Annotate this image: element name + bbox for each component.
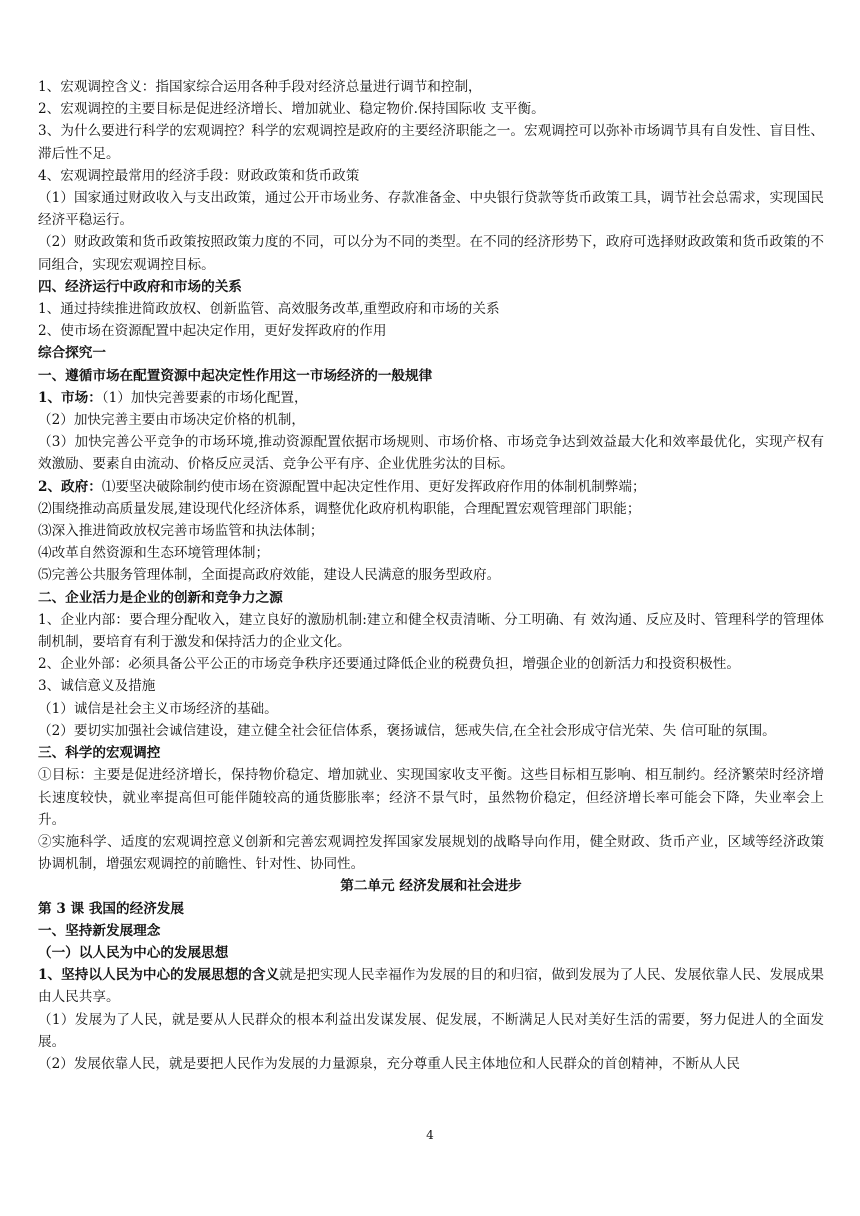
section-heading [38, 942, 824, 964]
text-line [38, 320, 824, 342]
text-line [38, 165, 824, 187]
line-text: （1）发展为了人民，就是要从人民群众的根本利益出发谋发展、促发展，不断满足人民对美好生活的需要，努力促进人的全面发展。 [38, 1011, 824, 1050]
line-text: ⑸完善公共服务管理体制，全面提高政府效能，建设人民满意的服务型政府。 [38, 567, 501, 584]
line-text: 2、宏观调控的主要目标是促进经济增长、增加就业、稳定物价.保持国际收 支平衡。 [38, 101, 545, 118]
text-line [38, 187, 824, 231]
line-text: ①目标：主要是促进经济增长，保持物价稳定、增加就业、实现国家收支平衡。这些目标相互影响、相互制约。经济繁荣时经济增长速度较快，就业率提高但可能伴随较高的通货膨胀率；经济不景气时，虽然物价稳定，但经济增长率可能会下降，失业率会上升。 [38, 767, 824, 828]
line-text: 1、通过持续推进简政放权、创新监管、高效服务改革,重塑政府和市场的关系 [38, 301, 500, 318]
line-text: 第 3 课 我国的经济发展 [38, 900, 184, 917]
text-line [38, 120, 824, 164]
text-line [38, 831, 824, 875]
line-text: 第二单元 经济发展和社会进步 [340, 878, 522, 895]
line-text: 综合探究一 [38, 345, 106, 362]
line-text: （2）要切实加强社会诚信建设，建立健全社会征信体系，褒扬诚信，惩戒失信,在全社会形成守信光荣、失 信可耻的氛围。 [38, 722, 776, 739]
text-line [38, 675, 824, 697]
text-line [38, 542, 824, 564]
line-text: 二、企业活力是企业的创新和竞争力之源 [38, 589, 283, 606]
line-text: 3、诚信意义及措施 [38, 678, 156, 695]
text-line [38, 431, 824, 475]
section-heading [38, 898, 824, 920]
line-text: 就是把实现人民幸福作为发展的目的和归宿，做到发展为了人民、发展依靠人民、发展成果由人民共享。 [38, 967, 824, 1006]
line-text: 3、为什么要进行科学的宏观调控？科学的宏观调控是政府的主要经济职能之一。宏观调控可以弥补市场调节具有自发性、盲目性、滞后性不足。 [38, 123, 824, 162]
line-text: （1）国家通过财政收入与支出政策，通过公开市场业务、存款准备金、中央银行贷款等货币政策工具，调节社会总需求，实现国民经济平稳运行。 [38, 190, 824, 229]
line-text: ⑵围绕推动高质量发展,建设现代化经济体系，调整优化政府机构职能，合理配置宏观管理部门职能； [38, 500, 641, 517]
text-line [38, 964, 824, 1008]
text-line [38, 520, 824, 542]
text-line [38, 409, 824, 431]
line-text: （一）以人民为中心的发展思想 [38, 944, 229, 961]
lead-label: 1、市场： [38, 389, 102, 406]
line-text: （3）加快完善公平竞争的市场环境,推动资源配置依据市场规则、市场价格、市场竞争达到效益最大化和效率最优化，实现产权有效激励、要素自由流动、价格反应灵活、竞争公平有序、企业优胜劣汰的目标。 [38, 434, 824, 473]
text-line [38, 698, 824, 720]
document-body [38, 76, 824, 1075]
text-line [38, 764, 824, 831]
text-line [38, 1053, 824, 1075]
line-text: （2）发展依靠人民，就是要把人民作为发展的力量源泉，充分尊重人民主体地位和人民群众的首创精神，不断从人民 [38, 1055, 740, 1072]
line-text: （2）加快完善主要由市场决定价格的机制， [38, 412, 305, 429]
section-heading [38, 342, 824, 364]
line-text: （1）诚信是社会主义市场经济的基础。 [38, 700, 278, 717]
text-line [38, 231, 824, 275]
section-heading [38, 365, 824, 387]
section-heading [38, 875, 824, 897]
text-line [38, 609, 824, 653]
line-text: ⑷改革自然资源和生态环境管理体制； [38, 545, 270, 562]
line-text: 4、宏观调控最常用的经济手段：财政政策和货币政策 [38, 167, 360, 184]
text-line [38, 498, 824, 520]
line-text: 一、遵循市场在配置资源中起决定性作用这一市场经济的一般规律 [38, 367, 433, 384]
line-text: ②实施科学、适度的宏观调控意义创新和完善宏观调控发挥国家发展规划的战略导向作用，健全财政、货币产业，区域等经济政策协调机制，增强宏观调控的前瞻性、针对性、协同性。 [38, 833, 824, 873]
line-text: ⑴要坚决破除制约使市场在资源配置中起决定性作用、更好发挥政府作用的体制机制弊端； [101, 478, 646, 495]
text-line [38, 476, 824, 498]
text-line [38, 653, 824, 675]
lead-label: 2、政府： [38, 478, 102, 495]
line-text: ⑶深入推进简政放权完善市场监管和执法体制； [38, 523, 324, 540]
line-text: （1）加快完善要素的市场化配置， [101, 389, 308, 406]
line-text: （2）财政政策和货币政策按照政策力度的不同，可以分为不同的类型。在不同的经济形势下，政府可选择财政政策和货币政策的不同组合，实现宏观调控目标。 [38, 234, 824, 273]
line-text: 1、企业内部：要合理分配收入，建立良好的激励机制:建立和健全权责清晰、分工明确、有 效沟通、反应及时、管理科学的管理体制机制，要培育有利于激发和保持活力的企业文化。 [38, 611, 824, 651]
lead-label: 1、坚持以人民为中心的发展思想的含义 [38, 967, 280, 984]
section-heading [38, 920, 824, 942]
section-heading [38, 742, 824, 764]
text-line [38, 298, 824, 320]
text-line [38, 98, 824, 120]
line-text: 1、宏观调控含义：指国家综合运用各种手段对经济总量进行调节和控制， [38, 79, 482, 95]
section-heading [38, 276, 824, 298]
line-text: 四、经济运行中政府和市场的关系 [38, 278, 242, 295]
line-text: 2、企业外部：必须具备公平公正的市场竞争秩序还要通过降低企业的税费负担，增强企业的创新活力和投资积极性。 [38, 656, 740, 673]
section-heading [38, 587, 824, 609]
text-line [38, 1009, 824, 1053]
line-text: 2、使市场在资源配置中起决定作用，更好发挥政府的作用 [38, 323, 387, 340]
line-text: 一、坚持新发展理念 [38, 922, 161, 939]
text-line [38, 76, 824, 98]
line-text: 三、科学的宏观调控 [38, 745, 161, 762]
text-line [38, 387, 824, 409]
text-line [38, 564, 824, 586]
page-number: 4 [426, 1128, 434, 1142]
text-line [38, 720, 824, 742]
